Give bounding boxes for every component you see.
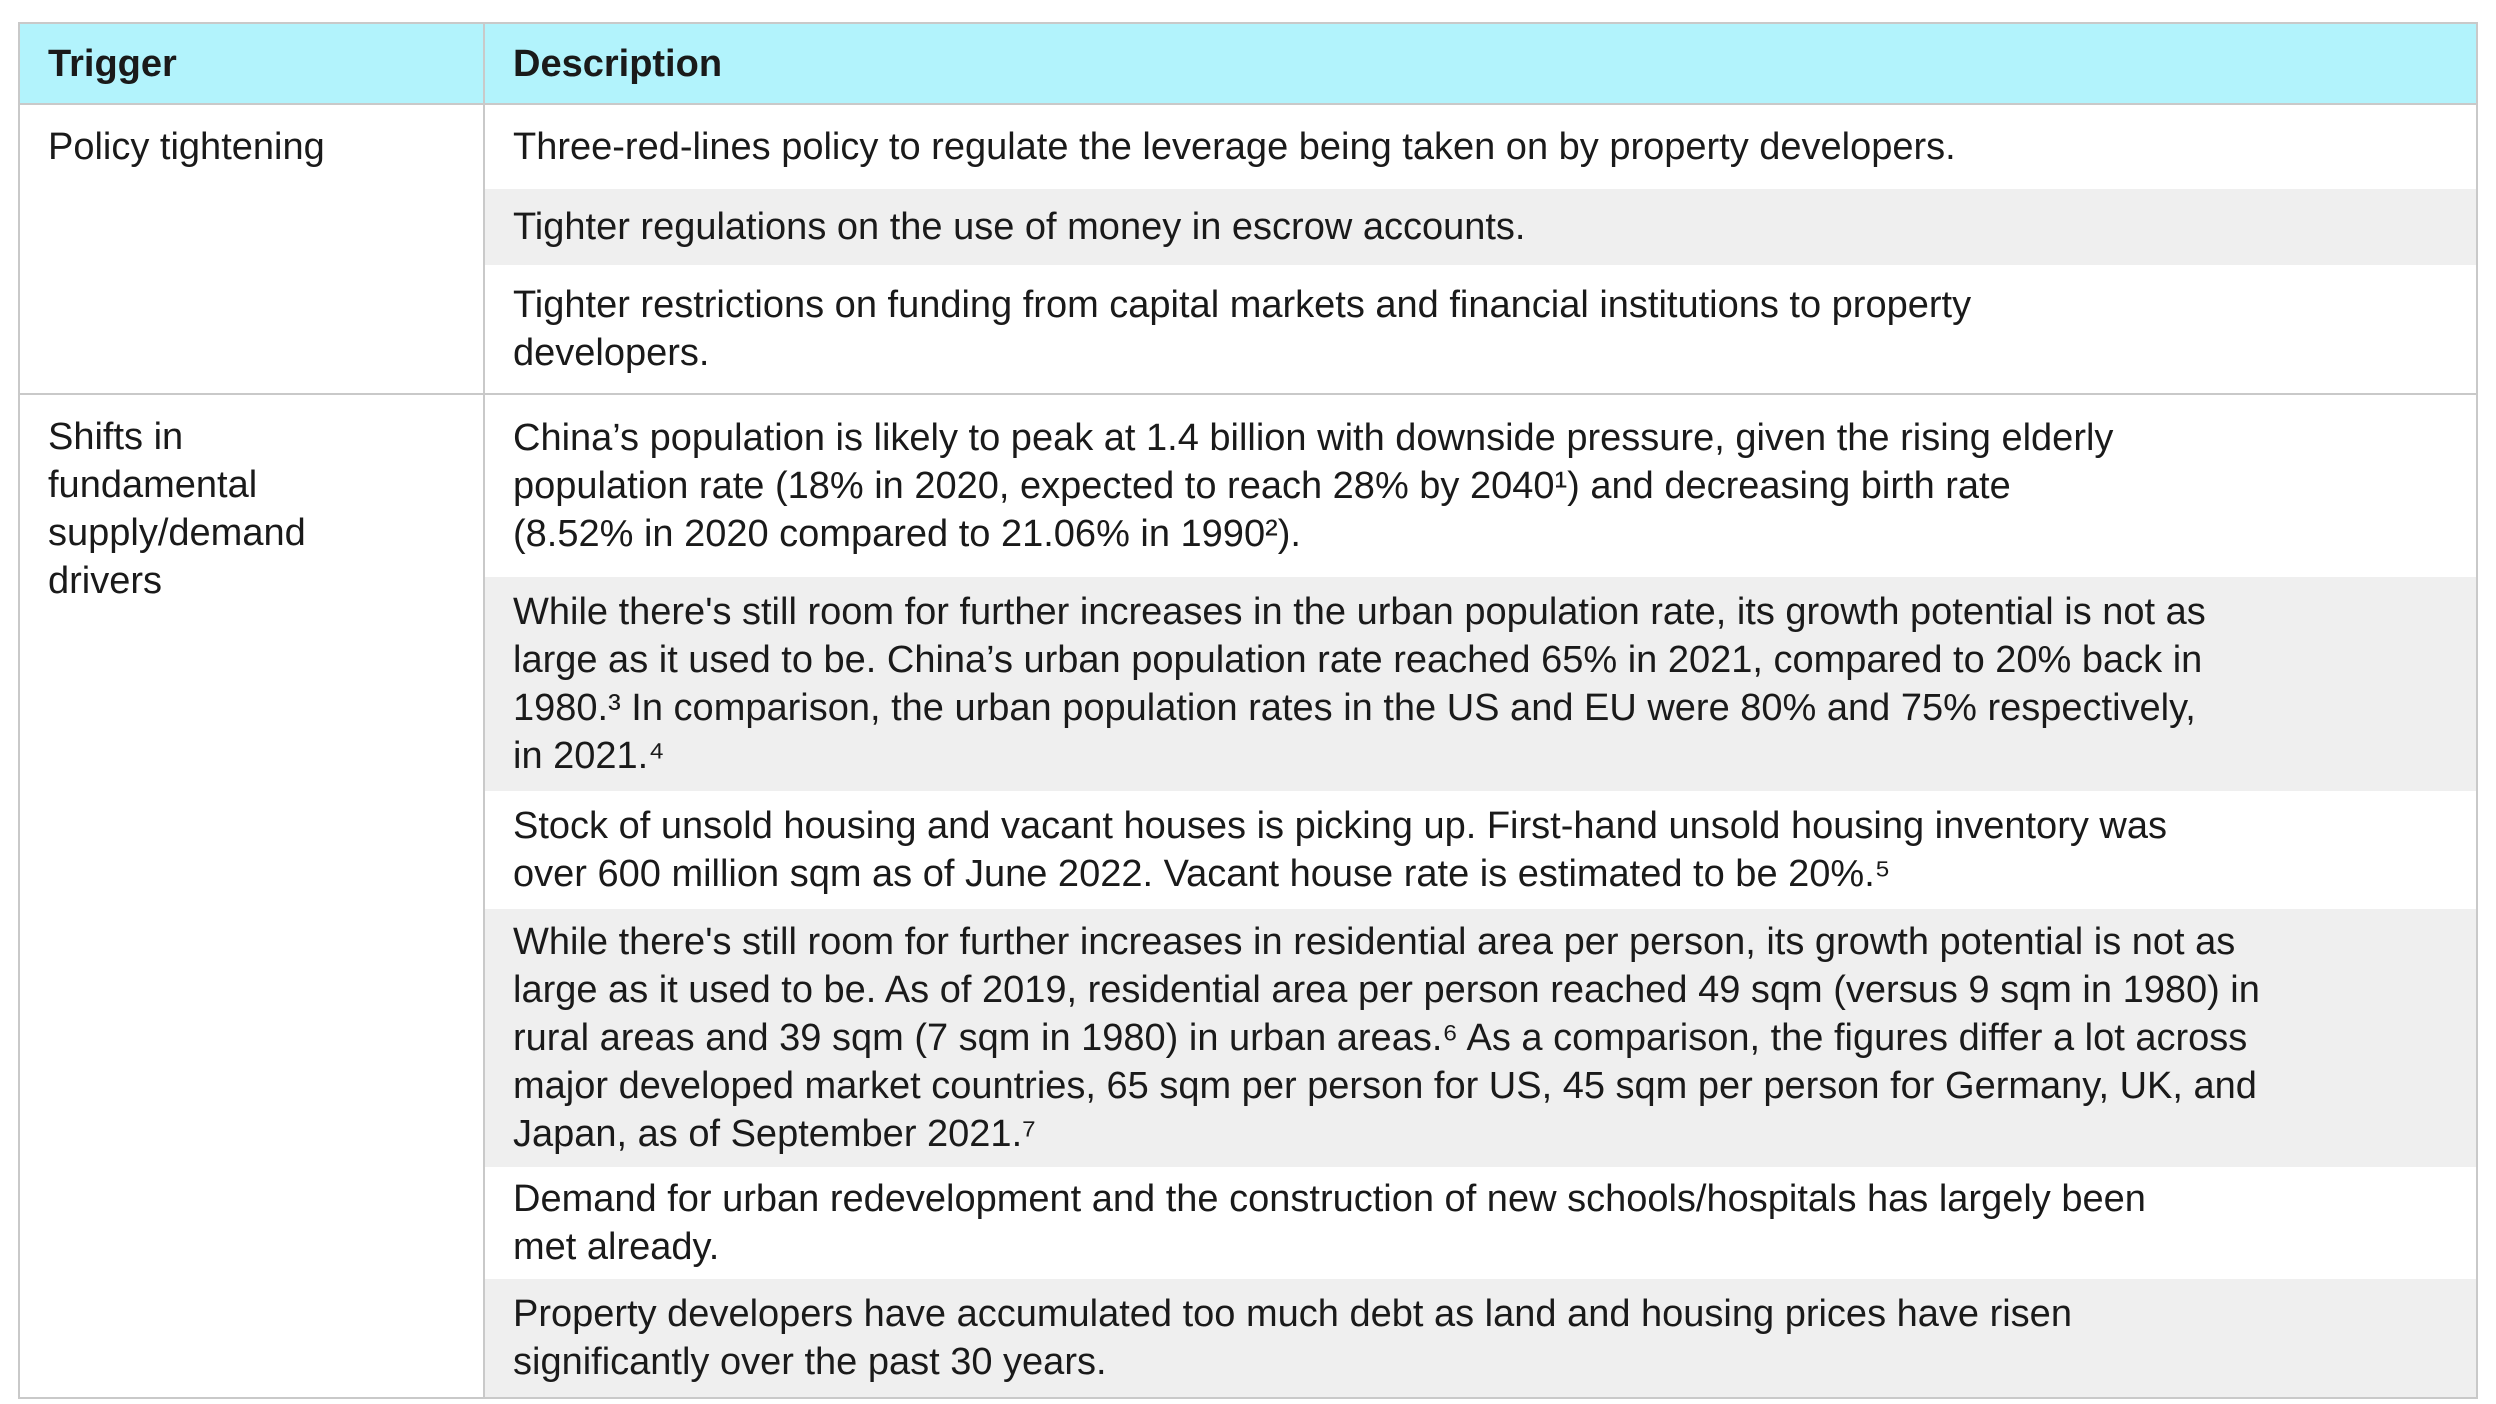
description-text: Tighter restrictions on funding from capital markets and financial institutions to property developers. [513,284,1972,374]
trigger-description-table [18,22,2478,1399]
header-description: Description [513,43,723,85]
group-shifts-in-fundamentals [20,395,2476,1397]
table-row [485,577,2476,791]
table-row [485,1279,2476,1397]
table-row [485,1167,2476,1279]
table-row [485,791,2476,909]
description-text: Stock of unsold housing and vacant houses is picking up. First-hand unsold housing inventory was over 600 million sqm as of June 2022. Vacant house rate is estimated to be 20%.⁵ [513,805,2167,895]
description-text: Demand for urban redevelopment and the construction of new schools/hospitals has largely been met already. [513,1178,2146,1268]
table-row [485,395,2476,577]
trigger-label: Policy tightening [48,126,325,168]
table-row [485,265,2476,393]
table-row [485,189,2476,265]
table-row [485,909,2476,1167]
description-text: Three-red-lines policy to regulate the leverage being taken on by property developers. [513,126,1956,168]
description-cell [485,395,2476,1397]
table-header-row [20,24,2476,105]
description-text: Tighter regulations on the use of money in escrow accounts. [513,206,1526,248]
table-row [485,105,2476,189]
trigger-cell [20,395,485,1397]
description-cell [485,105,2476,393]
description-text: China’s population is likely to peak at 1.4 billion with downside pressure, given the rising elderly population rate (18% in 2020, expected to reach 28% by 2040¹) and decreasing birth rate (8.52% in 2020 compared to 21.06% in 1990²). [513,417,2114,555]
description-text: Property developers have accumulated too much debt as land and housing prices have risen significantly over the past 30 years. [513,1293,2072,1383]
trigger-cell [20,105,485,393]
description-text: While there's still room for further increases in the urban population rate, its growth potential is not as large as it used to be. China’s urban population rate reached 65% in 2021, compared to 20% back in 1980.³ In comparison, the urban population rates in the US and EU were 80% and 75% respectively, in 2021.⁴ [513,591,2206,777]
description-text: While there's still room for further increases in residential area per person, its growth potential is not as large as it used to be. As of 2019, residential area per person reached 49 sqm (versus 9 sqm in 1980) in rural areas and 39 sqm (7 sqm in 1980) in urban areas.⁶ As a comparison, the figures differ a lot across major developed market countries, 65 sqm per person for US, 45 sqm per person for Germany, UK, and Japan, as of September 2021.⁷ [513,921,2260,1155]
trigger-label: Shifts in fundamental supply/demand drivers [48,416,306,602]
group-policy-tightening [20,105,2476,395]
header-trigger: Trigger [20,24,485,103]
